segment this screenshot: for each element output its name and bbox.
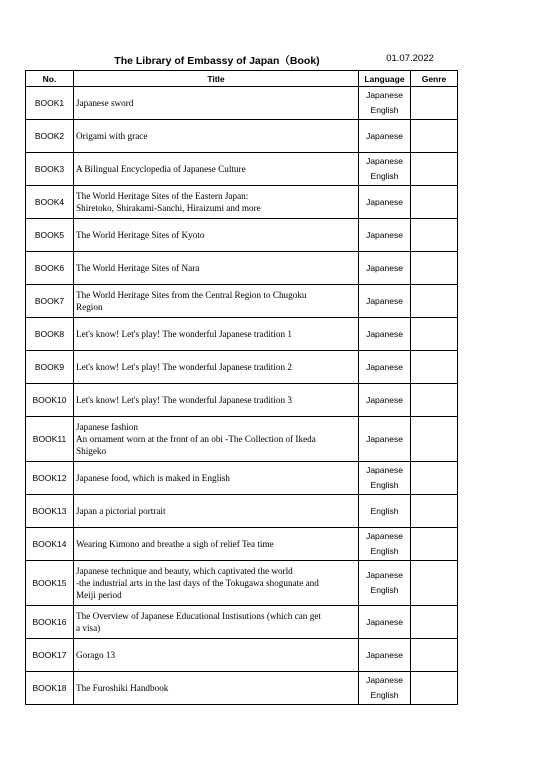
table-row <box>26 219 458 252</box>
book-languages <box>359 462 411 495</box>
table-row <box>26 417 458 462</box>
book-language: Japanese <box>366 295 403 306</box>
book-title <box>74 639 359 672</box>
book-language: English <box>370 105 399 115</box>
book-title-line: Wearing Kimono and breathe a sigh of relief Tea time <box>76 539 274 549</box>
table-row <box>26 672 458 705</box>
book-number: BOOK15 <box>26 561 74 606</box>
book-language: Japanese <box>366 394 403 405</box>
book-languages <box>359 252 411 285</box>
book-title-line: An ornament worn at the front of an obi -The Collection of Ikeda <box>76 434 316 444</box>
table-row <box>26 606 458 639</box>
book-title-line: Japan a pictorial portrait <box>76 506 166 516</box>
book-number: BOOK8 <box>26 318 74 351</box>
book-language: Japanese <box>366 616 403 627</box>
book-language: English <box>370 546 399 556</box>
book-title-line: Meiji period <box>76 590 122 600</box>
book-language: Japanese <box>366 570 403 580</box>
book-number: BOOK16 <box>26 606 74 639</box>
book-languages <box>359 672 411 705</box>
book-language: English <box>370 171 399 181</box>
book-genre <box>411 87 458 120</box>
book-genre <box>411 252 458 285</box>
table-row <box>26 351 458 384</box>
book-language: Japanese <box>366 196 403 207</box>
book-title <box>74 285 359 318</box>
book-number: BOOK1 <box>26 87 74 120</box>
table-row <box>26 318 458 351</box>
book-languages <box>359 285 411 318</box>
book-title-line: Let's know! Let's play! The wonderful Japanese tradition 2 <box>76 362 292 372</box>
book-languages <box>359 384 411 417</box>
book-number: BOOK13 <box>26 495 74 528</box>
column-header-no: No. <box>26 71 74 87</box>
book-languages <box>359 219 411 252</box>
book-title-line: The World Heritage Sites of the Eastern Japan: <box>76 191 249 201</box>
book-languages <box>359 351 411 384</box>
book-genre <box>411 495 458 528</box>
book-title <box>74 606 359 639</box>
book-number: BOOK4 <box>26 186 74 219</box>
book-language: Japanese <box>366 675 403 685</box>
book-languages <box>359 120 411 153</box>
book-title <box>74 417 359 462</box>
book-title-line: Origami with grace <box>76 131 148 141</box>
book-table <box>25 70 458 705</box>
book-title-line: The World Heritage Sites of Nara <box>76 263 200 273</box>
book-number: BOOK10 <box>26 384 74 417</box>
book-title-line: Region <box>76 302 103 312</box>
book-genre <box>411 186 458 219</box>
book-number: BOOK17 <box>26 639 74 672</box>
book-title-line: Shiretoko, Shirakami-Sanchi, Hiraizumi and more <box>76 203 261 213</box>
column-header-language: Language <box>359 71 411 87</box>
book-title-line: The Overview of Japanese Educational Instisutions (which can get <box>76 611 321 621</box>
book-genre <box>411 285 458 318</box>
table-body <box>26 87 458 705</box>
book-title-line: Japanese food, which is maked in English <box>76 473 230 483</box>
book-languages <box>359 495 411 528</box>
table-row <box>26 495 458 528</box>
book-number: BOOK14 <box>26 528 74 561</box>
book-genre <box>411 351 458 384</box>
document-title: The Library of Embassy of Japan（Book) <box>114 55 320 67</box>
book-languages <box>359 87 411 120</box>
book-title-line: Shigeko <box>76 446 107 456</box>
book-languages <box>359 528 411 561</box>
book-languages <box>359 186 411 219</box>
book-title-line: The World Heritage Sites of Kyoto <box>76 230 205 240</box>
table-row <box>26 87 458 120</box>
book-number: BOOK12 <box>26 462 74 495</box>
book-title <box>74 186 359 219</box>
book-language: Japanese <box>366 433 403 444</box>
book-title-line: The World Heritage Sites from the Central Region to Chugoku <box>76 290 307 300</box>
book-title <box>74 252 359 285</box>
book-title-line: Japanese technique and beauty, which captivated the world <box>76 566 293 576</box>
book-title <box>74 384 359 417</box>
book-number: BOOK9 <box>26 351 74 384</box>
book-title <box>74 561 359 606</box>
book-language: Japanese <box>366 156 403 166</box>
book-number: BOOK18 <box>26 672 74 705</box>
book-languages <box>359 153 411 186</box>
book-languages <box>359 606 411 639</box>
book-genre <box>411 417 458 462</box>
book-title-line: Let's know! Let's play! The wonderful Japanese tradition 3 <box>76 395 292 405</box>
book-number: BOOK3 <box>26 153 74 186</box>
table-row <box>26 561 458 606</box>
book-title <box>74 672 359 705</box>
book-number: BOOK7 <box>26 285 74 318</box>
book-title <box>74 153 359 186</box>
book-genre <box>411 606 458 639</box>
book-genre <box>411 462 458 495</box>
book-genre <box>411 120 458 153</box>
table-row <box>26 120 458 153</box>
book-language: Japanese <box>366 229 403 240</box>
column-header-title: Title <box>74 71 359 87</box>
book-genre <box>411 561 458 606</box>
book-languages <box>359 561 411 606</box>
book-genre <box>411 528 458 561</box>
table-row <box>26 384 458 417</box>
book-title <box>74 528 359 561</box>
book-language: English <box>370 505 399 516</box>
book-number: BOOK11 <box>26 417 74 462</box>
table-row <box>26 153 458 186</box>
book-title-line: Japanese fashion <box>76 422 138 432</box>
book-language: Japanese <box>366 130 403 141</box>
table-row <box>26 639 458 672</box>
table-row <box>26 186 458 219</box>
book-title-line: a visa) <box>76 623 101 633</box>
book-title-line: The Furoshiki Handbook <box>76 683 169 693</box>
book-title <box>74 462 359 495</box>
table-row <box>26 462 458 495</box>
book-title <box>74 219 359 252</box>
book-language: Japanese <box>366 90 403 100</box>
book-genre <box>411 672 458 705</box>
book-language: Japanese <box>366 465 403 475</box>
book-genre <box>411 318 458 351</box>
book-language: Japanese <box>366 262 403 273</box>
book-languages <box>359 639 411 672</box>
table-header-row <box>26 71 458 87</box>
book-language: Japanese <box>366 328 403 339</box>
book-language: Japanese <box>366 531 403 541</box>
table-row <box>26 252 458 285</box>
book-language: English <box>370 480 399 490</box>
book-genre <box>411 639 458 672</box>
book-title <box>74 87 359 120</box>
table-row <box>26 285 458 318</box>
document-date: 01.07.2022 <box>386 53 434 64</box>
book-title <box>74 318 359 351</box>
book-language: English <box>370 690 399 700</box>
table-row <box>26 528 458 561</box>
book-language: Japanese <box>366 361 403 372</box>
book-title-line: Japanese sword <box>76 98 134 108</box>
book-languages <box>359 417 411 462</box>
book-title <box>74 120 359 153</box>
book-languages <box>359 318 411 351</box>
book-title-line: Let's know! Let's play! The wonderful Japanese tradition 1 <box>76 329 292 339</box>
book-title-line: -the industrial arts in the last days of the Tokugawa shogunate and <box>76 578 319 588</box>
column-header-genre: Genre <box>411 71 458 87</box>
book-genre <box>411 153 458 186</box>
book-number: BOOK5 <box>26 219 74 252</box>
book-title <box>74 351 359 384</box>
book-language: Japanese <box>366 649 403 660</box>
book-genre <box>411 384 458 417</box>
book-number: BOOK6 <box>26 252 74 285</box>
book-number: BOOK2 <box>26 120 74 153</box>
book-title <box>74 495 359 528</box>
book-genre <box>411 219 458 252</box>
book-language: English <box>370 585 399 595</box>
book-title-line: Gorago 13 <box>76 650 116 660</box>
book-title-line: A Bilingual Encyclopedia of Japanese Culture <box>76 164 246 174</box>
